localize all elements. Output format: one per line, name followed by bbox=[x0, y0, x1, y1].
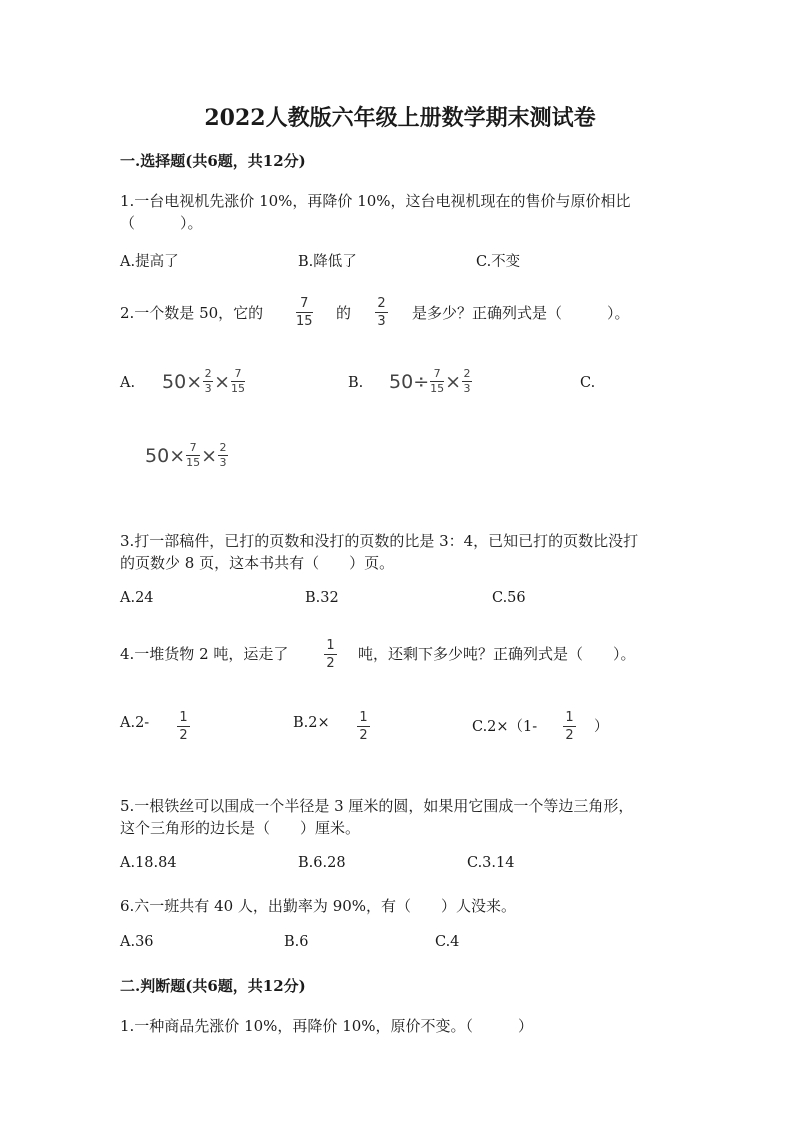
question-4-text: 4.一堆货物 2 吨，运走了 bbox=[120, 645, 289, 663]
fraction-numerator: 2 bbox=[377, 296, 386, 311]
expr-fraction: $\frac{2}{3}$ bbox=[463, 367, 471, 395]
q2-option-a-expression bbox=[162, 368, 246, 395]
page-title: 2022人教版六年级上册数学期末测试卷 bbox=[204, 105, 596, 131]
q4-option-b: B.2× bbox=[293, 715, 330, 731]
section-heading-judgement: 二.判断题(共6题，共12分) bbox=[120, 977, 306, 995]
expr-operator: × bbox=[186, 370, 203, 393]
q2-fraction-7-15 bbox=[296, 296, 313, 329]
q4-option-b-fraction: 1 2 bbox=[357, 710, 370, 743]
q1-option-b: B.降低了 bbox=[298, 254, 357, 270]
q4-fraction-1-2: 1 2 bbox=[324, 638, 337, 671]
expr-fraction: $\frac{7}{15}$ bbox=[231, 367, 246, 395]
q6-option-b: B.6 bbox=[284, 934, 309, 950]
expr-operator: ÷ bbox=[413, 370, 430, 393]
q3-option-b: B.32 bbox=[305, 590, 339, 606]
q2-option-c-expression bbox=[145, 442, 229, 469]
q1-option-c: C.不变 bbox=[476, 254, 521, 270]
q4-option-a: A.2- bbox=[120, 715, 150, 731]
fraction-numerator: 7 bbox=[300, 296, 309, 311]
q2-fraction-2-3 bbox=[375, 296, 388, 329]
q5-option-b: B.6.28 bbox=[298, 855, 346, 871]
section-heading-choice: 一.选择题(共6题，共12分) bbox=[120, 152, 306, 170]
question-5-text: 5.一根铁丝可以围成一个半径是 3 厘米的圆，如果用它围成一个等边三角形， bbox=[120, 797, 634, 815]
expr-number: 50 bbox=[145, 444, 170, 467]
q5-option-a: A.18.84 bbox=[120, 855, 177, 871]
judgement-1-text: 1.一种商品先涨价 10%，再降价 10%，原价不变。（ ） bbox=[120, 1017, 534, 1035]
fraction-denominator: 3 bbox=[377, 314, 386, 329]
expr-fraction: $\frac{7}{15}$ bbox=[430, 367, 445, 395]
q6-option-c: C.4 bbox=[435, 934, 460, 950]
q4-option-a-fraction: 1 2 bbox=[177, 710, 190, 743]
fraction-denominator: 15 bbox=[296, 314, 313, 329]
question-2-text: 2.一个数是 50，它的 bbox=[120, 304, 264, 322]
expr-operator: × bbox=[169, 444, 186, 467]
q1-option-a: A.提高了 bbox=[120, 254, 179, 270]
q2-option-b-expression bbox=[389, 368, 473, 395]
question-1-text: 1.一台电视机先涨价 10%，再降价 10%，这台电视机现在的售价与原价相比 bbox=[120, 192, 631, 210]
q2-option-c-label: C. bbox=[580, 375, 596, 391]
q2-option-b-label: B. bbox=[348, 375, 364, 391]
q4-option-c: C.2×（1- bbox=[472, 719, 538, 735]
q6-option-a: A.36 bbox=[120, 934, 154, 950]
expr-number: 50 bbox=[389, 370, 414, 393]
expr-fraction: $\frac{7}{15}$ bbox=[186, 441, 201, 469]
question-4-text-end: 吨，还剩下多少吨？正确列式是（ ）。 bbox=[358, 645, 636, 663]
q2-option-a-label: A. bbox=[120, 375, 136, 391]
question-3-text: 3.打一部稿件，已打的页数和没打的页数的比是 3：4，已知已打的页数比没打 bbox=[120, 532, 639, 550]
q3-option-c: C.56 bbox=[492, 590, 526, 606]
question-2-of: 的 bbox=[336, 304, 352, 322]
q5-option-c: C.3.14 bbox=[467, 855, 515, 871]
q3-option-a: A.24 bbox=[120, 590, 154, 606]
question-2-text-end: 是多少？正确列式是（ ）。 bbox=[412, 304, 630, 322]
question-1-text-cont: （ ）。 bbox=[120, 214, 203, 232]
expr-fraction: $\frac{2}{3}$ bbox=[204, 367, 212, 395]
question-5-text-cont: 这个三角形的边长是（ ）厘米。 bbox=[120, 819, 361, 837]
question-6-text: 6.六一班共有 40 人，出勤率为 90%，有（ ）人没来。 bbox=[120, 897, 517, 915]
expr-number: 50 bbox=[162, 370, 187, 393]
expr-operator: × bbox=[445, 370, 462, 393]
q4-option-c-fraction: 1 2 bbox=[563, 710, 576, 743]
expr-fraction: $\frac{2}{3}$ bbox=[219, 441, 227, 469]
expr-operator: × bbox=[214, 370, 231, 393]
q4-option-c-close: ） bbox=[594, 719, 609, 735]
expr-operator: × bbox=[201, 444, 218, 467]
question-3-text-cont: 的页数少 8 页，这本书共有（ ）页。 bbox=[120, 554, 395, 572]
